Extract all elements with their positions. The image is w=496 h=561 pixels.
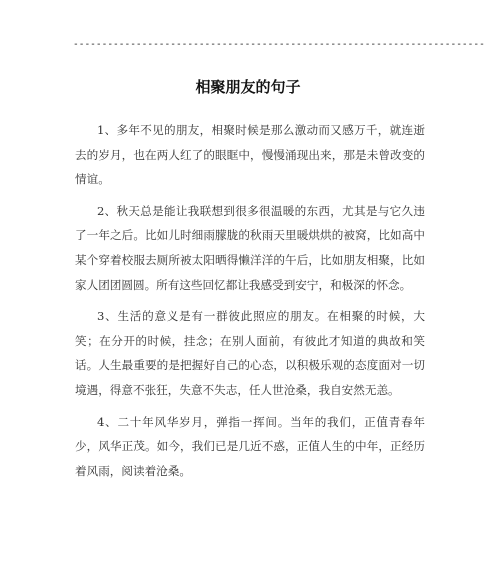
paragraph-3: 3、生活的意义是有一群彼此照应的朋友。在相聚的时候，大笑；在分开的时候，挂念；在别人面前，有彼此才知道的典故和笑话。人生最重要的是把握好自己的心态，以积极乐观的态度面对一切境遇，得意不张狂，失意不失志，任人世沧桑，我自安然无恙。 — [75, 309, 425, 397]
document-title: 相聚朋友的句子 — [195, 78, 301, 96]
document-body — [75, 118, 425, 490]
paragraph-1: 1、多年不见的朋友，相聚时候是那么激动而又感万千，就连逝去的岁月，也在两人红了的眼眶中，慢慢涌现出来，那是未曾改变的情谊。 — [75, 123, 425, 187]
header-divider: ------------------------------------------------------------------------ — [73, 39, 485, 50]
paragraph-4: 4、二十年风华岁月，弹指一挥间。当年的我们，正值青春年少，风华正茂。如今，我们已是几近不惑，正值人生的中年，正经历着风雨，阅读着沧桑。 — [75, 414, 425, 478]
paragraph-2: 2、秋天总是能让我联想到很多很温暖的东西，尤其是与它久违了一年之后。比如儿时细雨朦胧的秋雨天里暖烘烘的被窝，比如高中某个穿着校服去厕所被太阳晒得懒洋洋的午后，比如朋友相聚，比如家人团团圆圆。所有这些回忆都让我感受到安宁，和极深的怀念。 — [75, 203, 425, 292]
